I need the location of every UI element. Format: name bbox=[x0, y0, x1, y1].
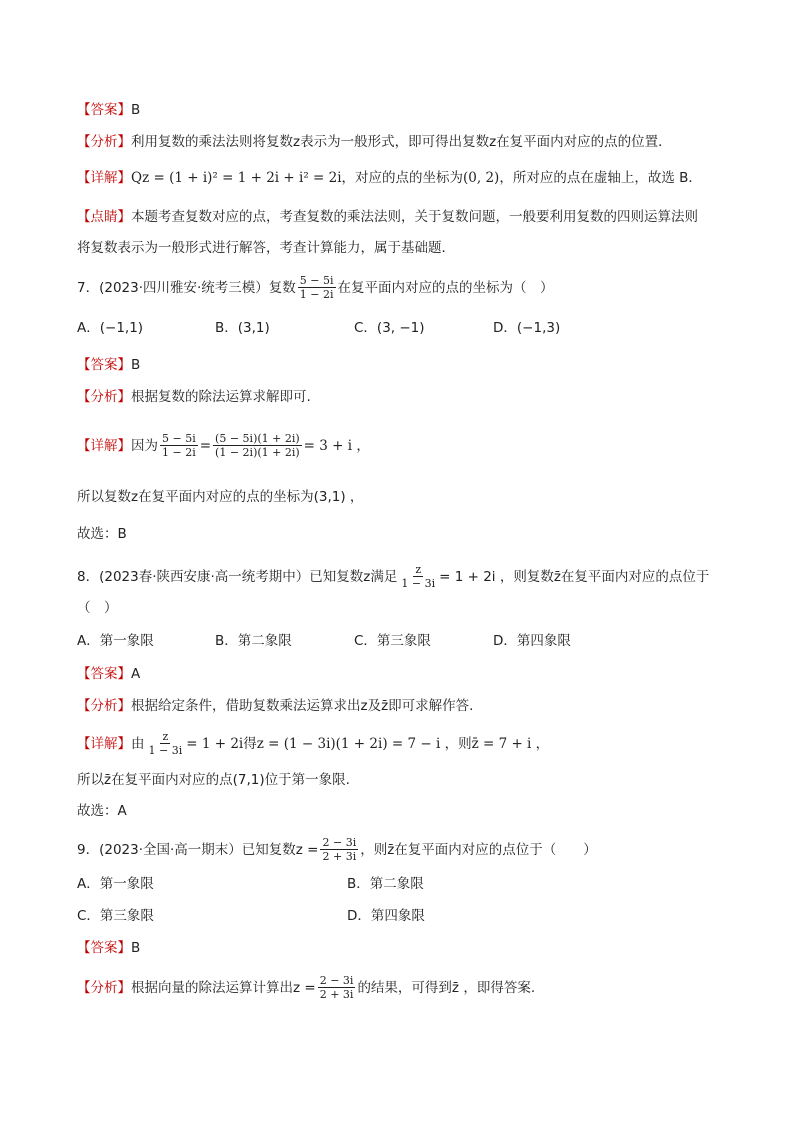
q8-detail bbox=[77, 730, 549, 757]
answer-value: B bbox=[131, 357, 141, 373]
detail-tag: 【详解】 bbox=[77, 170, 131, 186]
answer-value: B bbox=[131, 102, 141, 118]
comment-tag: 【点睛】 bbox=[77, 209, 131, 225]
p6-answer bbox=[77, 100, 140, 120]
q9-stem bbox=[77, 836, 597, 863]
conclusion-text: 所以z̄在复平面内对应的点(7,1)位于第一象限. bbox=[77, 772, 350, 788]
question-stem: = 1 + 2i ，则复数z̄在复平面内对应的点位于 bbox=[439, 568, 710, 585]
analysis-text: 利用复数的乘法法则将复数z表示为一般形式，即可得出复数z在复平面内对应的点的位置． bbox=[131, 134, 672, 150]
option-a: A．第一象限 bbox=[77, 876, 154, 892]
q8-answer bbox=[77, 664, 140, 684]
p6-analysis bbox=[77, 132, 672, 152]
detail-point: (0, 2) bbox=[463, 170, 500, 186]
option-b: B．第二象限 bbox=[215, 633, 292, 649]
p6-comment-cont bbox=[77, 238, 455, 258]
option-d: D．(−1,3) bbox=[493, 320, 561, 336]
analysis-tag: 【分析】 bbox=[77, 134, 131, 150]
detail-tag: 【详解】 bbox=[77, 735, 131, 752]
detail-math: = 1 + 2i得z = (1 − 3i)(1 + 2i) = 7 − i ，则z̄ = 7 + i ， bbox=[186, 735, 550, 752]
question-stem: 7．(2023·四川雅安·统考三模）复数 bbox=[77, 279, 296, 296]
fraction bbox=[147, 730, 185, 757]
option-c: C．(3, −1) bbox=[354, 320, 425, 336]
q7-options bbox=[77, 318, 560, 338]
option-d: D．第四象限 bbox=[347, 908, 425, 924]
fraction bbox=[320, 836, 358, 863]
denominator: 2 + 3i bbox=[319, 988, 354, 1001]
numerator: 5 − 5i bbox=[299, 274, 334, 287]
q8-analysis bbox=[77, 696, 473, 716]
numerator: z bbox=[415, 563, 422, 576]
analysis-tag: 【分析】 bbox=[77, 698, 131, 714]
q7-stem bbox=[77, 274, 554, 301]
answer-tag: 【答案】 bbox=[77, 357, 131, 373]
detail-tag: 【详解】 bbox=[77, 437, 131, 454]
q7-answer bbox=[77, 355, 140, 375]
p6-detail bbox=[77, 168, 702, 188]
answer-tag: 【答案】 bbox=[77, 940, 131, 956]
denominator: 2 + 3i bbox=[322, 850, 357, 863]
detail-text: ，对应的点的坐标为 bbox=[341, 170, 464, 186]
fraction bbox=[213, 432, 302, 459]
detail-text: 因为 bbox=[131, 437, 158, 454]
denominator: 1 − 3i bbox=[148, 744, 183, 757]
p6-comment bbox=[77, 207, 698, 227]
analysis-text: 的结果，可得到z̄ ，即得答案. bbox=[357, 979, 536, 996]
q8-conclusion bbox=[77, 770, 350, 790]
detail-text: ，所对应的点在虚轴上，故选 B． bbox=[499, 170, 702, 186]
result: = 3 + i ， bbox=[303, 437, 370, 454]
numerator: 2 − 3i bbox=[322, 836, 357, 849]
option-c: C．第三象限 bbox=[354, 633, 431, 649]
denominator: 1 − 3i bbox=[401, 577, 436, 590]
numerator: (5 − 5i)(1 + 2i) bbox=[215, 432, 300, 445]
q9-analysis bbox=[77, 974, 535, 1001]
answer-tag: 【答案】 bbox=[77, 666, 131, 682]
choice-text: 故选：B bbox=[77, 526, 127, 542]
analysis-tag: 【分析】 bbox=[77, 979, 131, 996]
analysis-text: 根据复数的除法运算求解即可. bbox=[131, 389, 311, 405]
option-a: A．第一象限 bbox=[77, 633, 154, 649]
q8-choice bbox=[77, 801, 127, 821]
option-b: B．(3,1) bbox=[215, 320, 270, 336]
answer-value: B bbox=[131, 940, 141, 956]
question-stem: 9．(2023·全国·高一期末）已知复数z = bbox=[77, 841, 319, 858]
detail-math: Qz = (1 + i)² = 1 + 2i + i² = 2i bbox=[131, 170, 342, 186]
q9-answer bbox=[77, 938, 140, 958]
q7-choice bbox=[77, 524, 127, 544]
q8-options bbox=[77, 631, 571, 651]
q9-options-row2 bbox=[77, 906, 425, 926]
fraction bbox=[318, 974, 356, 1001]
q7-analysis bbox=[77, 387, 311, 407]
question-stem: （ ） bbox=[77, 600, 118, 616]
option-a: A．(−1,1) bbox=[77, 320, 144, 336]
q8-stem bbox=[77, 563, 709, 590]
comment-text: 将复数表示为一般形式进行解答，考查计算能力，属于基础题． bbox=[77, 240, 455, 256]
choice-text: 故选：A bbox=[77, 803, 127, 819]
option-d: D．第四象限 bbox=[493, 633, 571, 649]
q8-stem-cont bbox=[77, 598, 118, 618]
numerator: 5 − 5i bbox=[162, 432, 196, 445]
denominator: 1 − 2i bbox=[162, 446, 196, 459]
option-b: B．第二象限 bbox=[347, 876, 424, 892]
detail-text: 由 bbox=[131, 735, 145, 752]
q9-options-row1 bbox=[77, 874, 424, 894]
question-stem: ，则z̄在复平面内对应的点位于（ ） bbox=[360, 841, 597, 858]
numerator: z bbox=[162, 730, 169, 743]
denominator: (1 − 2i)(1 + 2i) bbox=[215, 446, 300, 459]
question-stem: 在复平面内对应的点的坐标为（ ） bbox=[337, 279, 554, 296]
answer-tag: 【答案】 bbox=[77, 102, 131, 118]
analysis-text: 根据给定条件，借助复数乘法运算求出z及z̄即可求解作答. bbox=[131, 698, 474, 714]
q7-conclusion bbox=[77, 487, 363, 507]
analysis-text: 根据向量的除法运算计算出z = bbox=[131, 979, 316, 996]
comment-text: 本题考查复数对应的点，考查复数的乘法法则，关于复数问题，一般要利用复数的四则运算法则 bbox=[131, 209, 698, 225]
fraction bbox=[298, 274, 336, 301]
answer-value: A bbox=[131, 666, 141, 682]
q7-detail bbox=[77, 432, 370, 459]
equals: = bbox=[199, 437, 212, 454]
question-stem: 8．(2023春·陕西安康·高一统考期中）已知复数z满足 bbox=[77, 568, 398, 585]
numerator: 2 − 3i bbox=[319, 974, 354, 987]
denominator: 1 − 2i bbox=[299, 288, 334, 301]
conclusion-text: 所以复数z在复平面内对应的点的坐标为(3,1) ， bbox=[77, 489, 364, 505]
option-c: C．第三象限 bbox=[77, 908, 154, 924]
analysis-tag: 【分析】 bbox=[77, 389, 131, 405]
fraction bbox=[399, 563, 437, 590]
fraction bbox=[160, 432, 198, 459]
